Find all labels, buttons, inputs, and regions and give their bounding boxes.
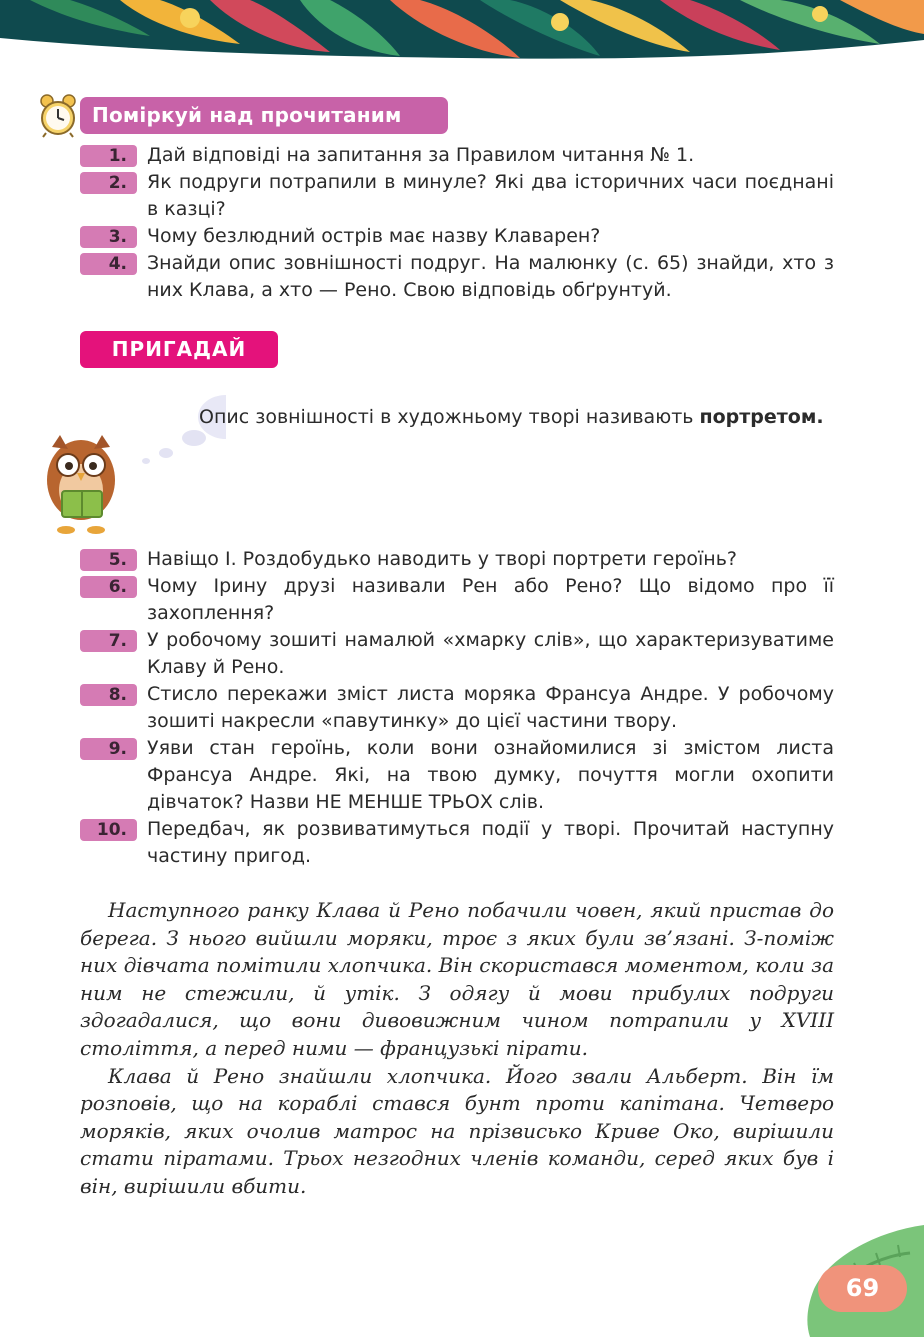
- question-number: 7.: [80, 630, 137, 652]
- question-text: Дай відповіді на запитання за Правилом читання № 1.: [147, 144, 695, 166]
- question-item: [80, 573, 834, 627]
- question-number: 6.: [80, 576, 137, 598]
- alarm-clock-icon: [38, 94, 78, 138]
- question-text: Чому Ірину друзі називали Рен або Рено? Що відомо про її захоплення?: [147, 575, 834, 624]
- question-text: Навіщо І. Роздобудько наводить у творі портрети героїнь?: [147, 548, 737, 570]
- questions-list-a: [80, 142, 834, 304]
- story-paragraph: Наступного ранку Клава й Рено побачили човен, який пристав до берега. З нього вийшли моряки, троє з яких були зв’язані. З-поміж них дівчата помітили хлопчика. Він скористався моментом, коли за ним не стежили, й утік. З одягу й мови прибулих подруги здогадалися, що вони дивовижним чином потрапили у XVIII століття, а перед ними — французькі пірати.: [80, 898, 834, 1060]
- question-item: [80, 142, 834, 169]
- question-text: Чому безлюдний острів має назву Клаварен?: [147, 225, 601, 247]
- story-text: [80, 897, 834, 1201]
- tropical-leaves-banner: [0, 0, 924, 62]
- question-number: 1.: [80, 145, 137, 167]
- remember-definition: Опис зовнішності в художньому творі називають: [199, 406, 700, 428]
- question-text: У робочому зошиті намалюй «хмарку слів», що характеризуватиме Клаву й Рено.: [147, 629, 834, 678]
- question-item: [80, 223, 834, 250]
- question-number: 4.: [80, 253, 137, 275]
- question-number: 2.: [80, 172, 137, 194]
- question-item: [80, 816, 834, 870]
- question-number: 3.: [80, 226, 137, 248]
- question-item: [80, 681, 834, 735]
- section-title: Поміркуй над прочитаним: [80, 97, 448, 134]
- question-item: [80, 169, 834, 223]
- remember-text: [199, 404, 834, 431]
- question-text: Як подруги потрапили в минуле? Які два історичних часи поєднані в казці?: [147, 171, 834, 220]
- question-item: [80, 250, 834, 304]
- question-item: [80, 627, 834, 681]
- question-number: 10.: [80, 819, 137, 841]
- question-text: Передбач, як розвиватимуться події у творі. Прочитай наступну частину пригод.: [147, 818, 834, 867]
- story-paragraph: Клава й Рено знайшли хлопчика. Його звали Альберт. Він їм розповів, що на кораблі стався бунт проти капітана. Четверо моряків, яких очолив матрос на прізвисько Криве Око, вирішили стати піратами. Трьох незгодних членів команди, серед яких був і він, вирішили вбити.: [80, 1063, 834, 1198]
- question-item: [80, 735, 834, 816]
- question-text: Знайди опис зовнішності подруг. На малюнку (с. 65) знайди, хто з них Клава, а хто — Рено. Свою відповідь обґрунтуй.: [147, 252, 834, 301]
- owl-reading-book-icon: [36, 395, 226, 545]
- remember-term: портретом.: [699, 406, 824, 428]
- question-number: 5.: [80, 549, 137, 571]
- questions-list-b: [80, 546, 834, 870]
- question-text: Уяви стан героїнь, коли вони ознайомилися зі змістом листа Франсуа Андре. Які, на твою думку, почуття могли охопити дівчаток? Назви НЕ МЕНШЕ ТРЬОХ слів.: [147, 737, 834, 813]
- question-number: 9.: [80, 738, 137, 760]
- remember-label: ПРИГАДАЙ: [80, 331, 278, 368]
- question-text: Стисло перекажи зміст листа моряка Франсуа Андре. У робочому зошиті накресли «павутинку» до цієї частини твору.: [147, 683, 834, 732]
- question-number: 8.: [80, 684, 137, 706]
- question-item: [80, 546, 834, 573]
- page-number: 69: [818, 1265, 907, 1312]
